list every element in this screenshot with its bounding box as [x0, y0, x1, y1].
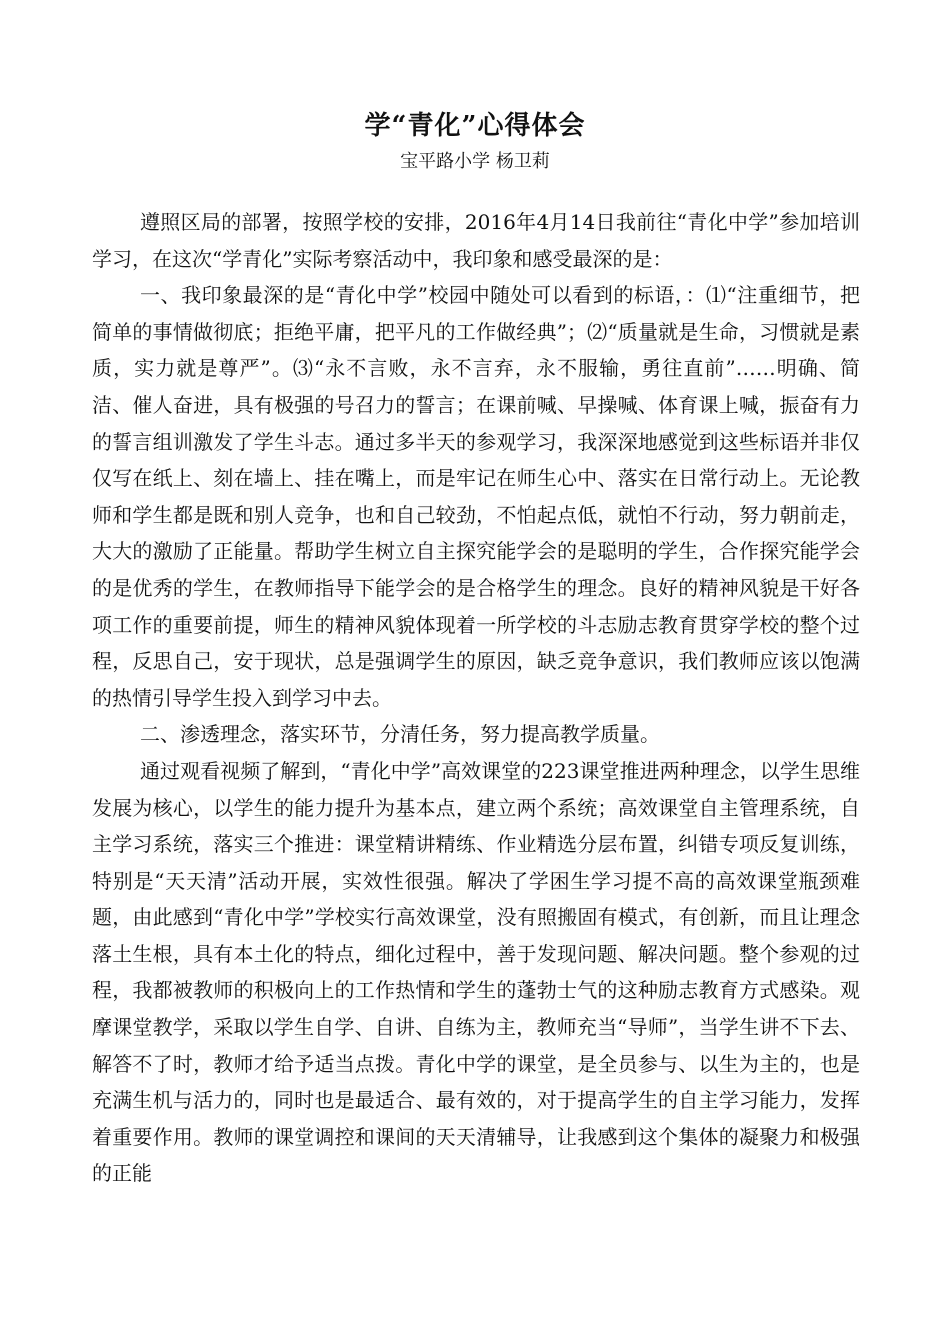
paragraph-intro: 遵照区局的部署，按照学校的安排，2016年4月14日我前往“青化中学”参加培训学习，在这次“学青化”实际考察活动中，我印象和感受最深的是：	[92, 210, 860, 271]
author-line: 宝平路小学 杨卫莉	[400, 151, 550, 172]
document-title: 学“青化”心得体会	[364, 111, 586, 141]
paragraph-section-two-body: 通过观看视频了解到，“青化中学”高效课堂的223课堂推进两种理念，以学生思维发展为核心，以学生的能力提升为基本点，建立两个系统；高效课堂自主管理系统，自主学习系统，落实三个推进：课堂精讲精练、作业精选分层布置，纠错专项反复训练，特别是“天天清”活动开展，实效性很强。解决了学困生学习提不高的高效课堂瓶颈难题，由此感到“青化中学”学校实行高效课堂，没有照搬固有模式，有创新，而且让理念落土生根，具有本土化的特点，细化过程中，善于发现问题、解决问题。整个参观的过程，我都被教师的积极向上的工作热情和学生的蓬勃士气的这种励志教育方式感染。观摩课堂教学，采取以学生自学、自讲、自练为主，教师充当“导师”，当学生讲不下去、解答不了时，教师才给予适当点拨。青化中学的课堂，是全员参与、以生为主的，也是充满生机与活力的，同时也是最适合、最有效的，对于提高学生的自主学习能力，发挥着重要作用。教师的课堂调控和课间的天天清辅导，让我感到这个集体的凝聚力和极强的正能	[92, 758, 860, 1186]
paragraph-section-two-heading: 二、渗透理念，落实环节，分清任务，努力提高教学质量。	[140, 722, 660, 747]
document-body	[92, 204, 860, 1192]
paragraph-section-one: 一、我印象最深的是“青化中学”校园中随处可以看到的标语，：⑴“注重细节，把简单的事情做彻底；拒绝平庸，把平凡的工作做经典”；⑵“质量就是生命，习惯就是素质，实力就是尊严”。⑶“永不言败，永不言弃，永不服输，勇往直前”……明确、简洁、催人奋进，具有极强的号召力的誓言；在课前喊、早操喊、体育课上喊，振奋有力的誓言组训激发了学生斗志。通过多半天的参观学习，我深深地感觉到这些标语并非仅仅写在纸上、刻在墙上、挂在嘴上，而是牢记在师生心中、落实在日常行动上。无论教师和学生都是既和别人竞争，也和自己较劲，不怕起点低，就怕不行动，努力朝前走，大大的激励了正能量。帮助学生树立自主探究能学会的是聪明的学生，合作探究能学会的是优秀的学生，在教师指导下能学会的是合格学生的理念。良好的精神风貌是干好各项工作的重要前提，师生的精神风貌体现着一所学校的斗志励志教育贯穿学校的整个过程，反思自己，安于现状，总是强调学生的原因，缺乏竞争意识，我们教师应该以饱满的热情引导学生投入到学习中去。	[92, 283, 860, 710]
